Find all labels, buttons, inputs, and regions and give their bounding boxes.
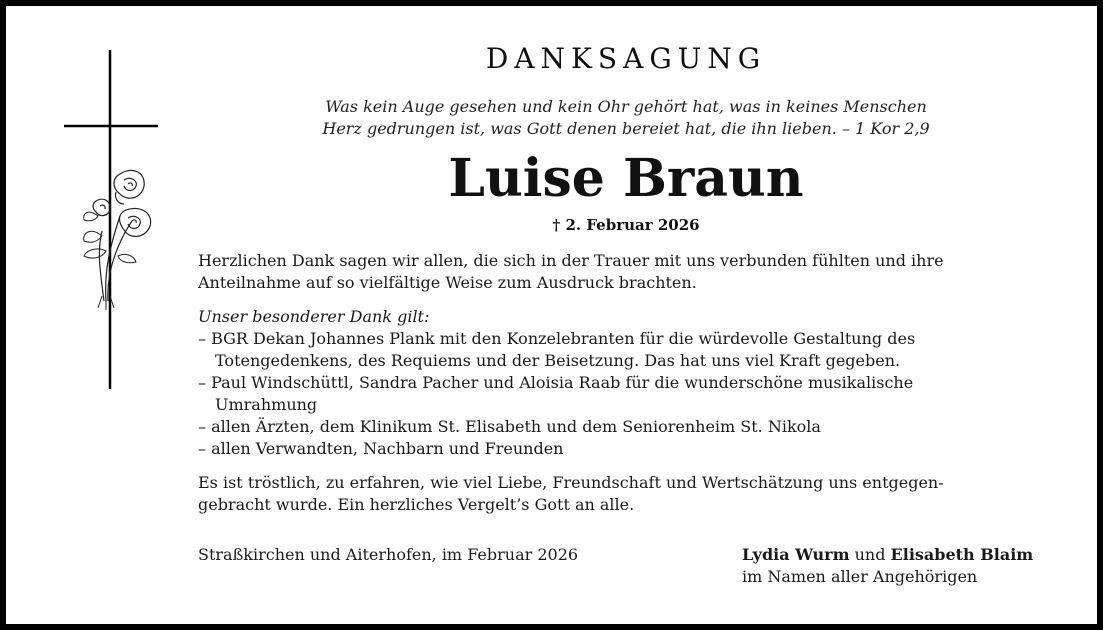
text-line: gebracht wurde. Ein herzliches Vergelt’s Gott an alle.: [198, 495, 635, 514]
signatory-name: Lydia Wurm: [742, 545, 850, 564]
text-line: Anteilnahme auf so vielfältige Weise zum Ausdruck brachten.: [198, 273, 697, 292]
page-title: DANKSAGUNG: [485, 42, 767, 75]
signatory-note: im Namen aller Angehörigen: [742, 567, 978, 586]
cross-with-roses-icon: [62, 46, 162, 391]
list-item-text: – allen Ärzten, dem Klinikum St. Elisabeth und dem Seniorenheim St. Nikola: [198, 417, 821, 436]
list-item: [198, 438, 1068, 460]
signatory-conjunction: und: [854, 545, 886, 564]
thanks-subheading: Unser besonderer Dank gilt:: [198, 307, 430, 326]
signatory-name: Elisabeth Blaim: [890, 545, 1034, 564]
signatories: [742, 544, 1033, 588]
place-and-date: Straßkirchen und Aiterhofen, im Februar 2026: [198, 545, 579, 564]
list-item-text: – allen Verwandten, Nachbarn und Freunden: [198, 439, 564, 458]
list-item-text: – Paul Windschüttl, Sandra Pacher und Aloisia Raab für die wunderschöne musikalische: [198, 373, 914, 392]
list-item-continuation: Totengedenkens, des Requiems und der Beisetzung. Das hat uns viel Kraft gegeben.: [215, 351, 901, 370]
thanks-text: [198, 250, 1068, 516]
list-item-continuation: Umrahmung: [215, 395, 318, 414]
deceased-name: Luise Braun: [448, 148, 804, 209]
list-item: [198, 328, 1068, 372]
list-item: [198, 416, 1068, 438]
death-date: † 2. Februar 2026: [552, 216, 700, 234]
bible-quote: [266, 96, 986, 140]
intro-paragraph: [198, 250, 1068, 294]
quote-line: Herz gedrungen ist, was Gott denen bereiet hat, die ihn lieben. – 1 Kor 2,9: [322, 119, 930, 138]
quote-line: Was kein Auge gesehen und kein Ohr gehört hat, was in keines Menschen: [325, 97, 927, 116]
list-item: [198, 372, 1068, 416]
list-item-text: – BGR Dekan Johannes Plank mit den Konzelebranten für die würdevolle Gestaltung des: [198, 329, 916, 348]
text-line: Es ist tröstlich, zu erfahren, wie viel Liebe, Freundschaft und Wertschätzung uns entgegen-: [198, 473, 944, 492]
text-line: Herzlichen Dank sagen wir allen, die sich in der Trauer mit uns verbunden fühlten und ihre: [198, 251, 944, 270]
closing-paragraph: [198, 472, 1068, 516]
